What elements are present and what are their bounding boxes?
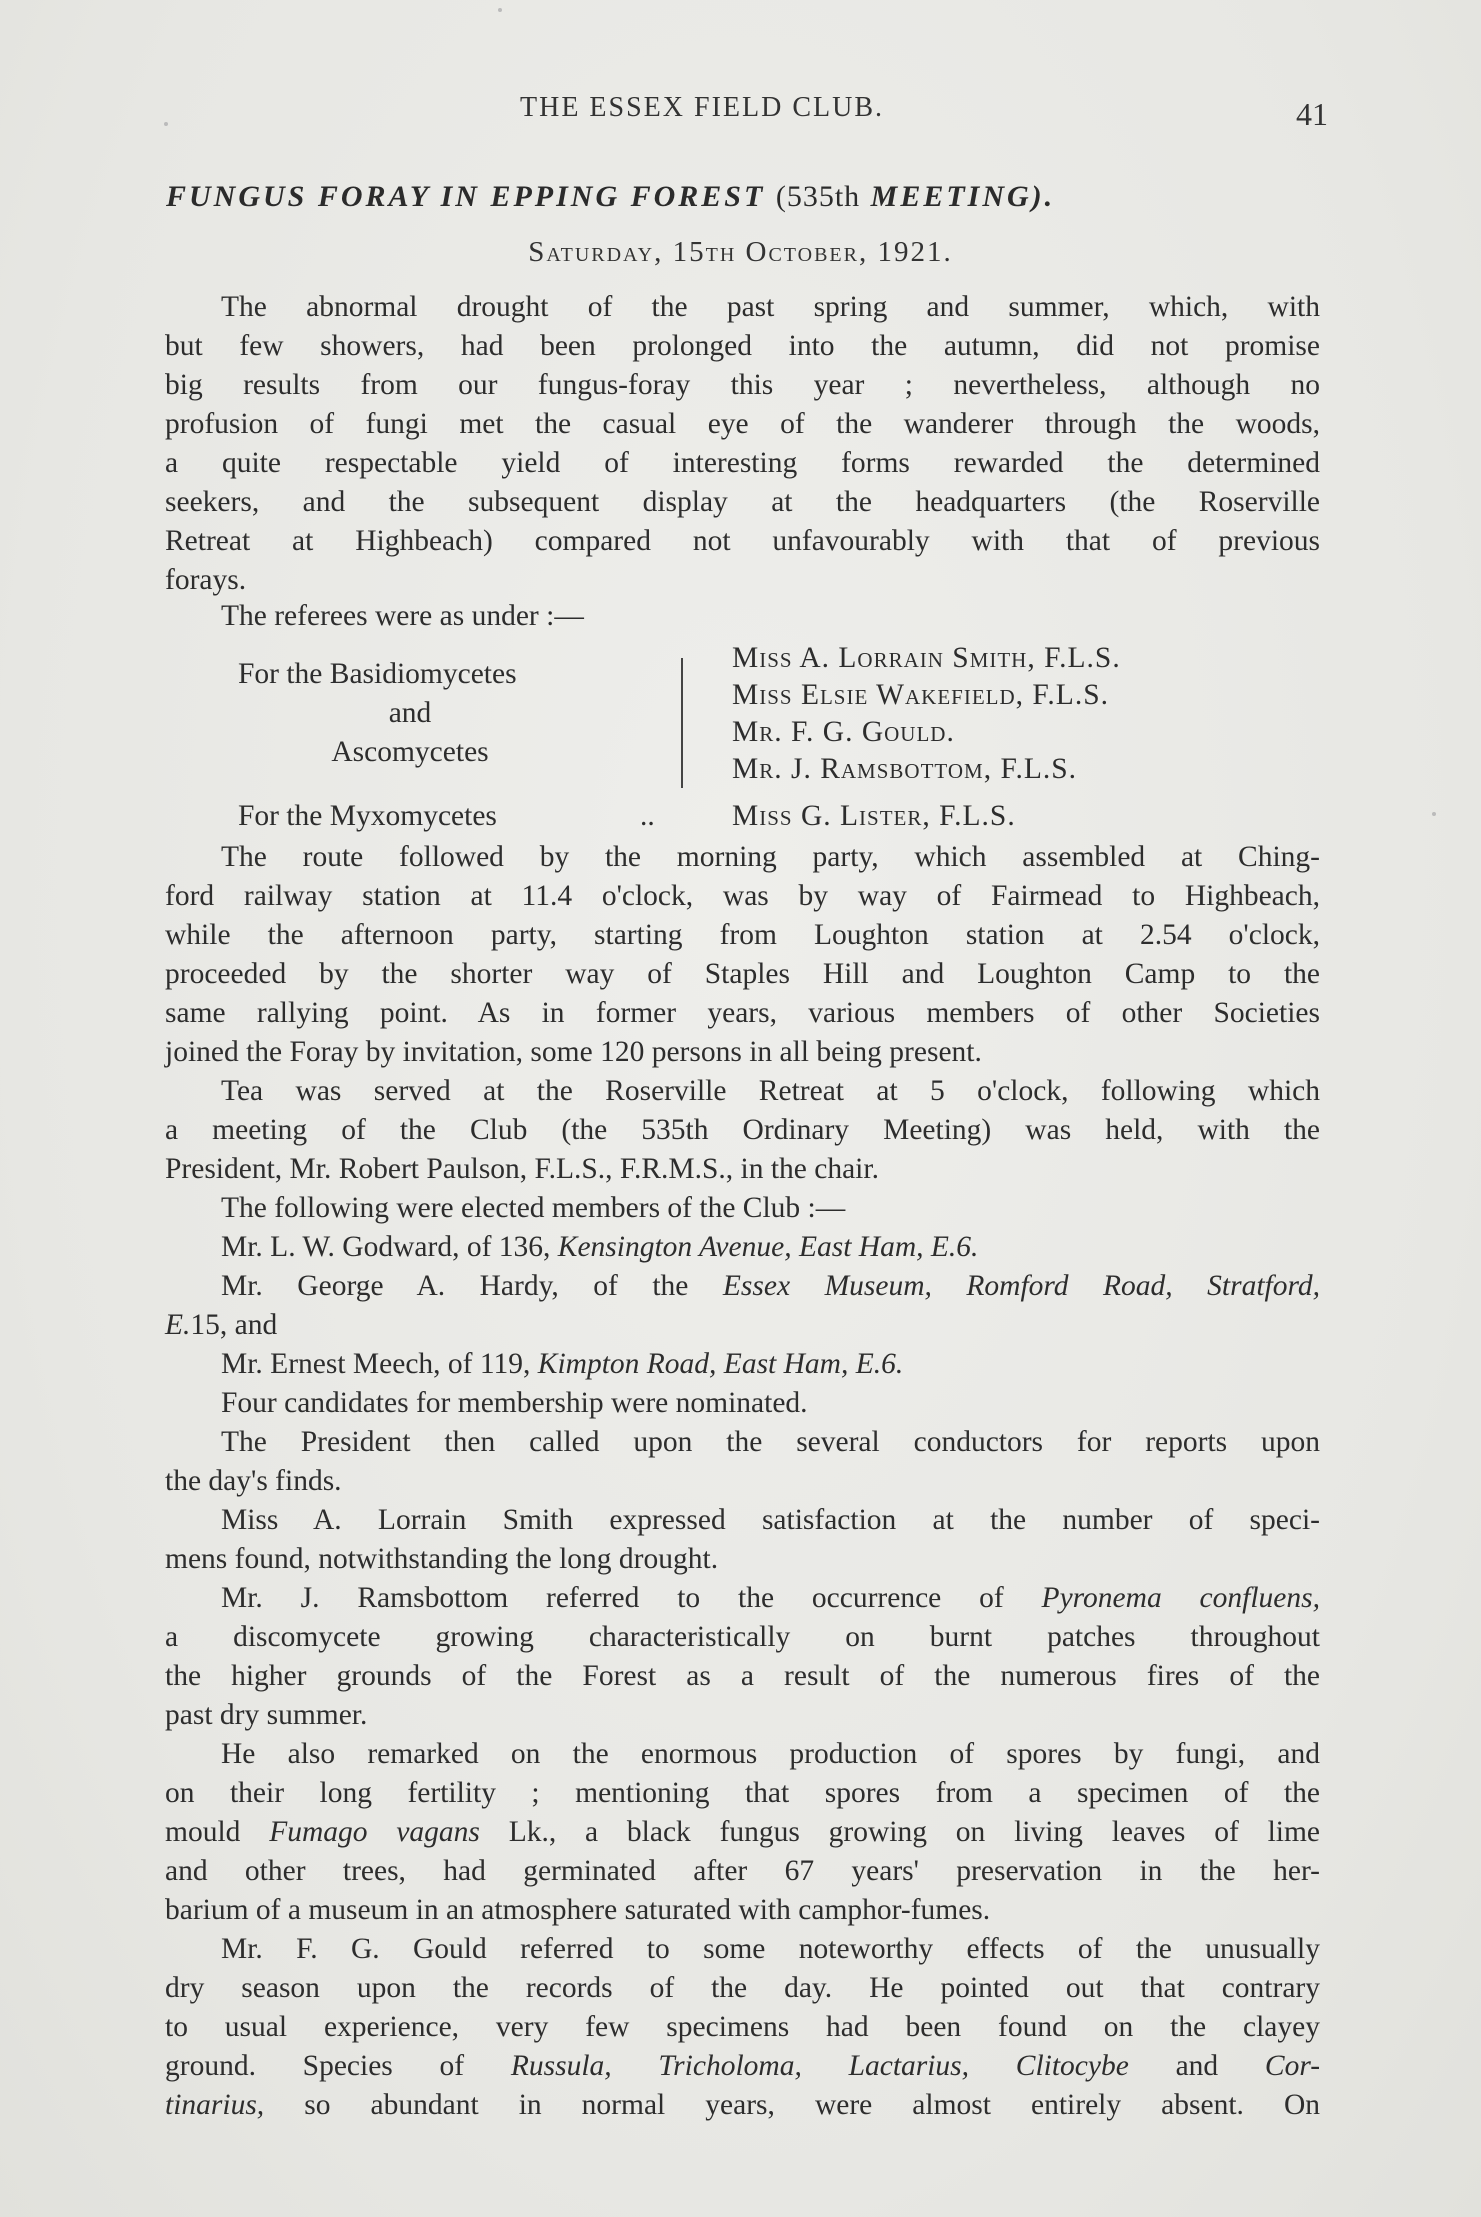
text-line: the day's finds. [165,1465,342,1497]
text-line: The route followed by the morning party, which assembled at Ching- [221,841,1320,873]
article-title-meeting-word: MEETING). [870,180,1056,213]
member-name: Mr. George A. Hardy, of the [221,1270,689,1302]
species-name: Fumago vagans [269,1816,480,1848]
text-line: Four candidates for membership were nominated. [221,1387,808,1419]
text-line: seekers, and the subsequent display at the headquarters (the Roserville [165,486,1320,518]
text-line: big results from our fungus-foray this year ; nevertheless, although no [165,369,1320,401]
paper-speck [498,8,502,12]
member-address: Essex Museum, Romford Road, Stratford, [722,1270,1321,1302]
text-line: Miss A. Lorrain Smith expressed satisfaction at the number of speci- [221,1504,1320,1536]
text-line: to usual experience, very few specimens had been found on the clayey [165,2011,1320,2043]
text-line [165,1579,1320,1618]
text-line: The President then called upon the several conductors for reports upon [221,1426,1320,1458]
text-line: The abnormal drought of the past spring and summer, which, with [221,291,1320,323]
group-label-line: For the Basidiomycetes [238,658,517,690]
referee-name: Mr. F. G. Gould. [732,716,955,748]
referees-members [732,640,1121,788]
member-address: Kensington Avenue, East Ham, E.6. [557,1231,979,1263]
text-line [165,2047,1320,2086]
group-label-line: Ascomycetes [331,736,489,768]
leader-dots: .. [640,800,655,832]
text-line: ford railway station at 11.4 o'clock, was by way of Fairmead to Highbeach, [165,880,1320,912]
text-line: same rallying point. As in former years, various members of other Societies [165,997,1320,1029]
text-line: past dry summer. [165,1699,368,1731]
referee-name: Miss A. Lorrain Smith, F.L.S. [732,642,1121,674]
member-name: Mr. Ernest Meech, of 119, [221,1348,531,1380]
member-address-tail: 15, and [190,1309,278,1341]
member-entry [165,1345,1320,1384]
member-address: Kimpton Road, East Ham, E.6. [537,1348,904,1380]
text-run: Lk., a black fungus growing on living leaves of lime [508,1816,1321,1848]
text-line: a quite respectable yield of interesting forms rewarded the determined [165,447,1320,479]
text-line: Retreat at Highbeach) compared not unfavourably with that of previous [165,525,1320,557]
genus-name: Lactarius, [848,2050,970,2082]
text-line: and other trees, had germinated after 67 years' preservation in the her- [165,1855,1320,1887]
text-line: profusion of fungi met the casual eye of the wanderer through the woods, [165,408,1320,440]
text-run: so abundant in normal years, were almost entirely absent. On [304,2089,1320,2121]
genus-name: Clitocybe [1015,2050,1129,2082]
text-line: a discomycete growing characteristically on burnt patches throughout [165,1621,1320,1653]
text-run: Mr. J. Ramsbottom referred to the occurrence of [221,1582,1004,1614]
text-line: a meeting of the Club (the 535th Ordinary Meeting) was held, with the [165,1114,1320,1146]
referee-name: Mr. J. Ramsbottom, F.L.S. [732,753,1078,785]
text-line: Mr. F. G. Gould referred to some noteworthy effects of the unusually [221,1933,1320,1965]
genus-name: Cor- [1264,2050,1321,2082]
text-line: but few showers, had been prolonged into the autumn, did not promise [165,330,1320,362]
text-line: mens found, notwithstanding the long drought. [165,1543,719,1575]
brace-divider [681,658,687,788]
text-run: and [1175,2050,1219,2082]
text-line: joined the Foray by invitation, some 120 persons in all being present. [165,1036,982,1068]
article-title-meeting-number: (535th [775,180,861,213]
myxomycetes-label: For the Myxomycetes [238,800,497,832]
text-line: the higher grounds of the Forest as a result of the numerous fires of the [165,1660,1320,1692]
article-title [166,180,1346,214]
referees-intro: The referees were as under :— [221,600,584,632]
member-name: Mr. L. W. Godward, of 136, [221,1231,551,1263]
page-number: 41 [1296,96,1328,132]
species-name: Pyronema confluens, [1041,1582,1320,1614]
main-body [165,838,1320,2125]
text-run: ground. Species of [165,2050,465,2082]
member-entry [165,1267,1320,1306]
text-line: while the afternoon party, starting from Loughton station at 2.54 o'clock, [165,919,1320,951]
text-line: He also remarked on the enormous production of spores by fungi, and [221,1738,1320,1770]
text-run: mould [165,1816,241,1848]
genus-name: tinarius, [165,2089,265,2121]
group-label-line: and [388,697,432,729]
text-line: proceeded by the shorter way of Staples Hill and Loughton Camp to the [165,958,1320,990]
myxomycetes-referee: Miss G. Lister, F.L.S. [732,800,1016,832]
text-line: forays. [165,564,247,596]
article-title-main: FUNGUS FORAY IN EPPING FOREST [166,180,766,213]
paper-speck [164,122,168,126]
text-line [165,2086,1320,2125]
text-line: The following were elected members of the Club :— [221,1192,846,1224]
referee-name: Miss Elsie Wakefield, F.L.S. [732,679,1109,711]
text-line: dry season upon the records of the day. He pointed out that contrary [165,1972,1320,2004]
text-line: Tea was served at the Roserville Retreat at 5 o'clock, following which [221,1075,1320,1107]
member-entry-cont [165,1306,1320,1345]
running-head: THE ESSEX FIELD CLUB. [520,92,884,123]
member-address: E. [165,1309,191,1341]
dateline: Saturday, 15th October, 1921. [528,236,953,268]
referees-group-label [200,655,620,772]
paper-speck [1432,812,1436,816]
text-line: President, Mr. Robert Paulson, F.L.S., F.R.M.S., in the chair. [165,1153,879,1185]
text-line: on their long fertility ; mentioning that spores from a specimen of the [165,1777,1320,1809]
genus-name: Tricholoma, [658,2050,802,2082]
member-entry [165,1228,1320,1267]
genus-name: Russula, [510,2050,612,2082]
text-line [165,1813,1320,1852]
text-line: barium of a museum in an atmosphere saturated with camphor-fumes. [165,1894,991,1926]
intro-paragraph [165,288,1320,600]
